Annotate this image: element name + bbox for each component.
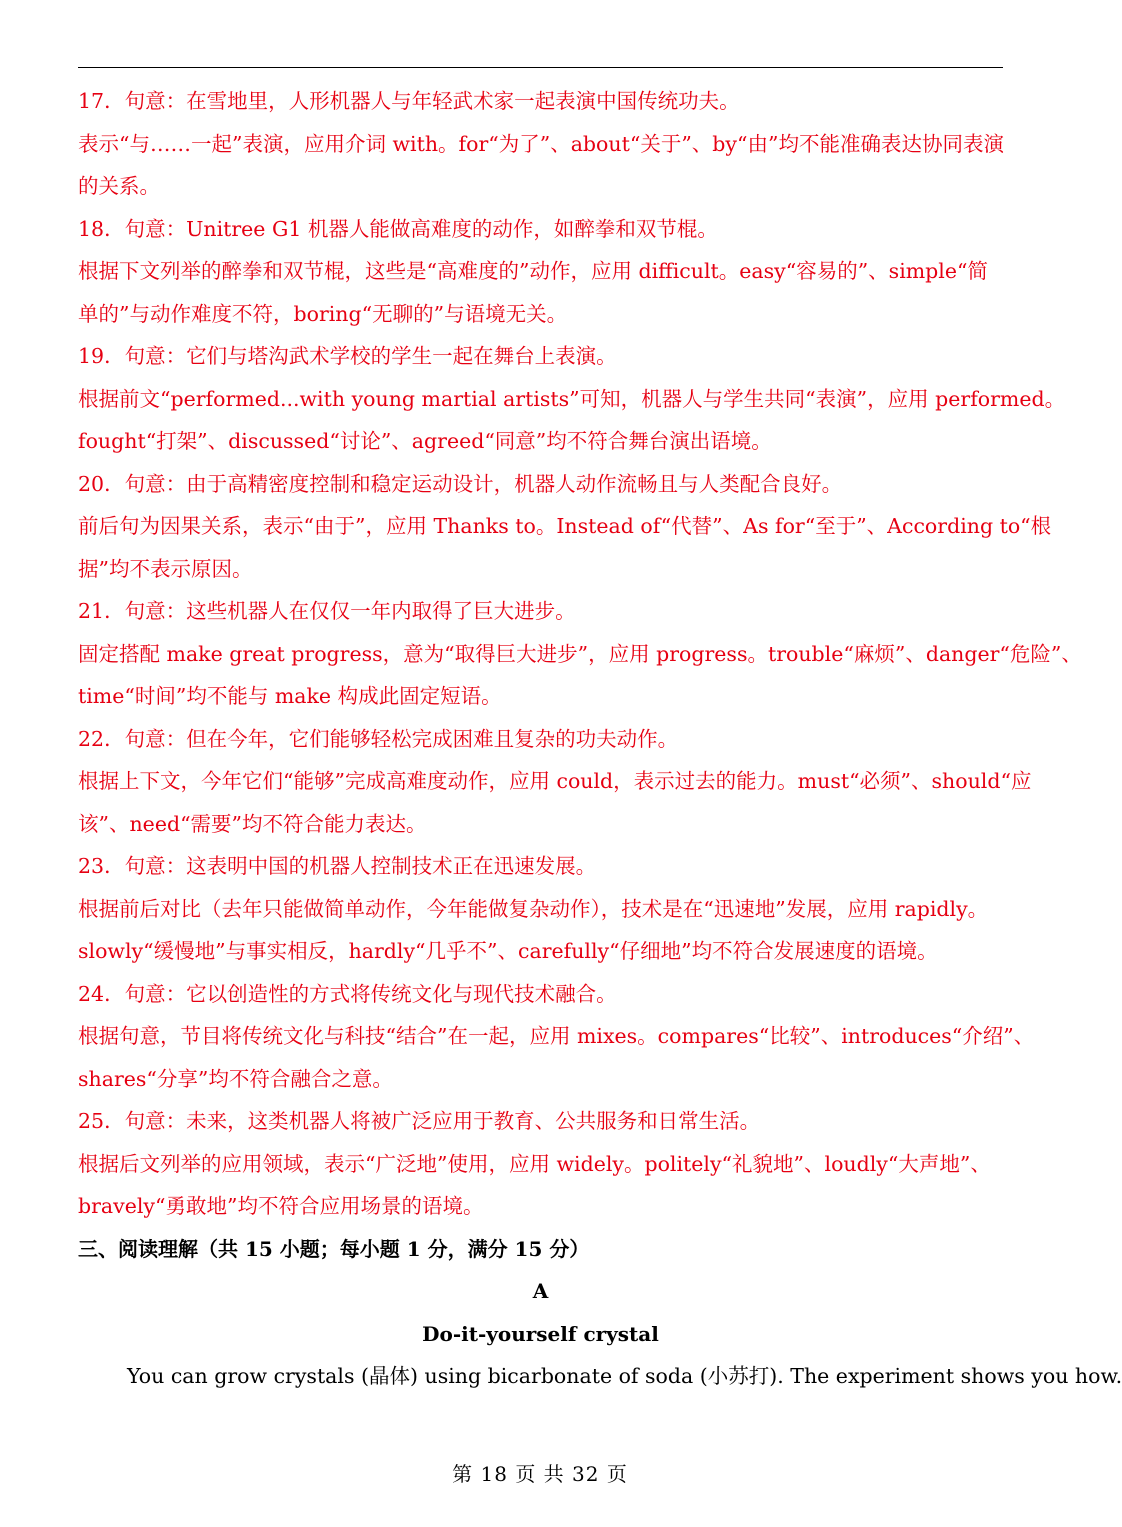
explanation-line: 的关系。: [78, 174, 160, 198]
explanation-line: 21．句意：这些机器人在仅仅一年内取得了巨大进步。: [78, 599, 576, 623]
passage-title: Do-it-yourself crystal: [422, 1321, 659, 1346]
explanation-line: bravely“勇敢地”均不符合应用场景的语境。: [78, 1194, 484, 1218]
explanation-line: 单的”与动作难度不符，boring“无聊的”与语境无关。: [78, 301, 568, 326]
explanation-line: 23．句意：这表明中国的机器人控制技术正在迅速发展。: [78, 854, 597, 878]
explanation-line: 24．句意：它以创造性的方式将传统文化与现代技术融合。: [78, 981, 617, 1006]
explanation-line: 表示“与……一起”表演，应用介词 with。for“为了”、about“关于”、by“由”均不能准确表达协同表演: [78, 131, 1004, 156]
explanation-line: 前后句为因果关系，表示“由于”，应用 Thanks to。Instead of“代替”、As for“至于”、According to“根: [78, 514, 1052, 538]
page-footer: 第 18 页 共 32 页: [452, 1462, 628, 1486]
explanation-line: shares“分享”均不符合融合之意。: [78, 1066, 393, 1091]
explanation-line: 17．句意：在雪地里，人形机器人与年轻武术家一起表演中国传统功夫。: [78, 89, 740, 113]
passage-paragraph: You can grow crystals (晶体) using bicarbonate of soda (小苏打). The experiment shows you how.: [127, 1364, 1122, 1388]
explanation-line: 据”均不表示原因。: [78, 556, 253, 581]
explanation-line: 19．句意：它们与塔沟武术学校的学生一起在舞台上表演。: [78, 344, 617, 368]
explanation-line: slowly“缓慢地”与事实相反，hardly“几乎不”、carefully“仔细地”均不符合发展速度的语境。: [78, 939, 938, 963]
explanation-line: 固定搭配 make great progress，意为“取得巨大进步”，应用 progress。trouble“麻烦”、danger“危险”、: [78, 641, 1082, 666]
explanation-line: 根据后文列举的应用领域，表示“广泛地”使用，应用 widely。politely“礼貌地”、loudly“大声地”、: [78, 1151, 991, 1176]
explanation-line: 18．句意：Unitree G1 机器人能做高难度的动作，如醉拳和双节棍。: [78, 216, 718, 241]
explanation-line: 根据前后对比（去年只能做简单动作，今年能做复杂动作），技术是在“迅速地”发展，应用 rapidly。: [78, 896, 989, 921]
explanation-line: 根据下文列举的醉拳和双节棍，这些是“高难度的”动作，应用 difficult。easy“容易的”、simple“简: [78, 259, 988, 283]
passage-label: A: [532, 1279, 549, 1303]
header-rule: [78, 67, 1003, 68]
explanation-line: 22．句意：但在今年，它们能够轻松完成困难且复杂的功夫动作。: [78, 726, 679, 751]
explanation-line: time“时间”均不能与 make 构成此固定短语。: [78, 684, 502, 708]
explanation-line: 根据前文“performed...with young martial artists”可知，机器人与学生共同“表演”，应用 performed。: [78, 386, 1066, 411]
explanation-line: fought“打架”、discussed“讨论”、agreed“同意”均不符合舞台演出语境。: [78, 429, 772, 453]
explanation-line: 25．句意：未来，这类机器人将被广泛应用于教育、公共服务和日常生活。: [78, 1109, 761, 1133]
page-content: [78, 80, 1122, 1398]
explanation-line: 根据句意，节目将传统文化与科技“结合”在一起，应用 mixes。compares“比较”、introduces“介绍”、: [78, 1024, 1035, 1048]
section-heading: 三、阅读理解（共 15 小题；每小题 1 分，满分 15 分）: [78, 1236, 590, 1261]
explanation-line: 20．句意：由于高精密度控制和稳定运动设计，机器人动作流畅且与人类配合良好。: [78, 471, 843, 496]
explanation-line: 该”、need“需要”均不符合能力表达。: [78, 811, 427, 836]
explanation-line: 根据上下文，今年它们“能够”完成高难度动作，应用 could，表示过去的能力。must“必须”、should“应: [78, 769, 1032, 793]
